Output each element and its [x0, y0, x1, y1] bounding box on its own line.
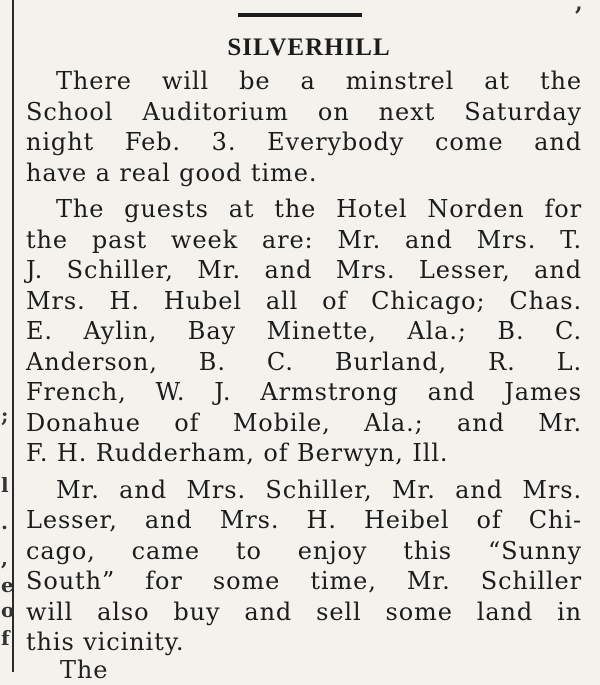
- text-line: Mrs. H. Hubel all of Chicago; Chas.: [26, 286, 582, 315]
- text-line: South” for some time, Mr. Schiller: [26, 567, 582, 595]
- fragment-mark: ,: [575, 0, 583, 16]
- news-article: [26, 30, 582, 664]
- text-line: E. Aylin, Bay Minette, Ala.; B. C.: [26, 317, 582, 345]
- fragment-mark: .: [1, 510, 8, 534]
- article-paragraph: [26, 194, 582, 469]
- text-line: cago, came to enjoy this “Sunny: [26, 536, 582, 565]
- article-paragraph: [26, 475, 582, 658]
- text-line: night Feb. 3. Everybody come and: [26, 128, 582, 156]
- adjacent-column-fragments: [0, 0, 15, 672]
- text-line: J. Schiller, Mr. and Mrs. Lesser, and: [26, 256, 582, 284]
- fragment-mark: e: [1, 573, 14, 597]
- fragment-mark: f: [1, 626, 10, 650]
- text-line: F. H. Rudderham, of Berwyn, Ill.: [26, 439, 449, 467]
- text-line: Lesser, and Mrs. H. Heibel of Chi-: [26, 506, 582, 534]
- text-line: The guests at the Hotel Norden for: [56, 195, 582, 223]
- section-rule: [238, 13, 362, 17]
- fragment-mark: l: [1, 473, 9, 497]
- text-line: this vicinity.: [26, 628, 185, 656]
- text-line: will also buy and sell some land in: [26, 597, 582, 626]
- text-line: French, W. J. Armstrong and James: [26, 378, 582, 406]
- fragment-mark: ;: [1, 403, 9, 427]
- text-line: School Auditorium on next Saturday: [26, 97, 582, 126]
- text-line: Anderson, B. C. Burland, R. L.: [26, 347, 582, 376]
- text-line: the past week are: Mr. and Mrs. T.: [26, 225, 582, 254]
- column-divider: [12, 0, 14, 672]
- text-line: Mr. and Mrs. Schiller, Mr. and Mrs.: [56, 475, 582, 504]
- text-line: There will be a minstrel at the: [56, 67, 582, 95]
- text-line: Donahue of Mobile, Ala.; and Mr.: [26, 408, 582, 437]
- fragment-mark: o: [1, 598, 15, 622]
- article-headline: SILVERHILL: [227, 34, 391, 61]
- text-line: have a real good time.: [26, 158, 318, 187]
- fragment-mark: ,: [1, 546, 8, 570]
- article-paragraph: [26, 66, 582, 188]
- next-paragraph-cutoff: The: [60, 656, 109, 684]
